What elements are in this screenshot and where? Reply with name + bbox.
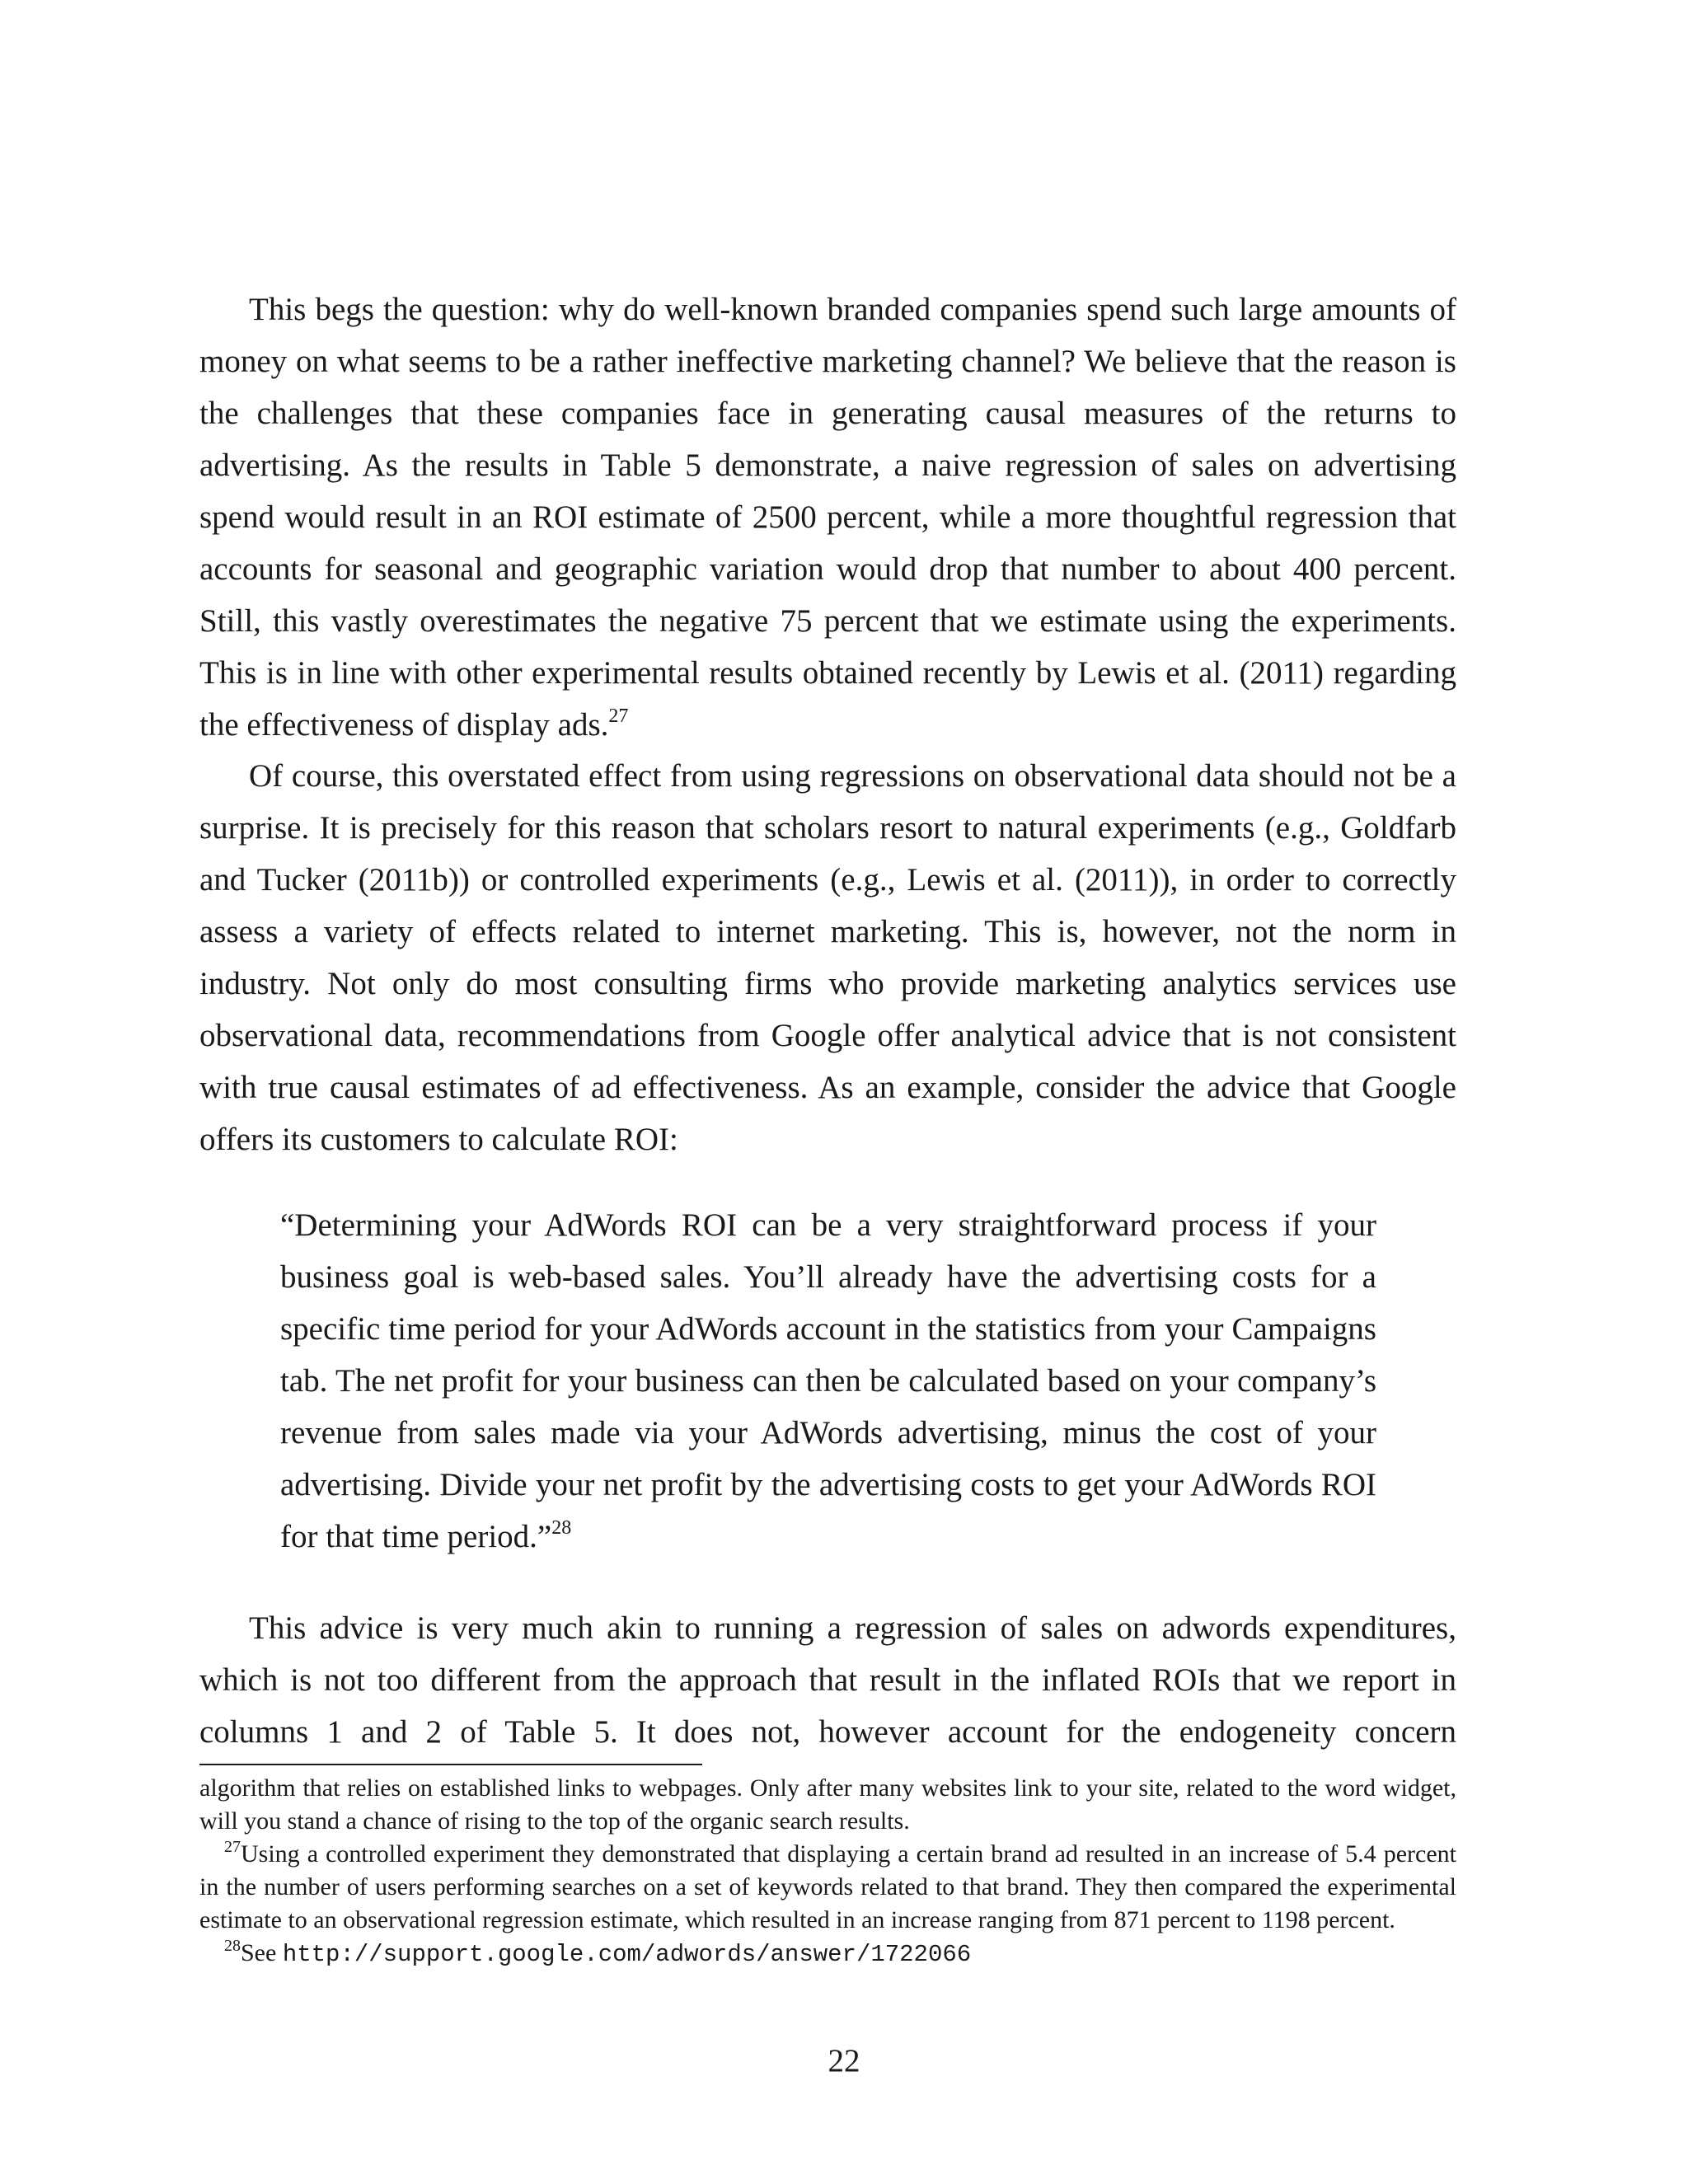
block-quote xyxy=(280,1199,1376,1563)
footnote-27-mark: 27 xyxy=(224,1838,241,1856)
paragraph-2-text: Of course, this overstated effect from using regressions on observational data should not be a surprise. It is precisely for this reason that scholars resort to natural experiments (e.g., Goldfarb and Tucker (2011b)) or controlled experiments (e.g., Lewis et al. (2011)), in order to correctly assess a variety of effects related to internet marketing. This is, however, not the norm in industry. Not only do most consulting firms who provide marketing analytics services use observational data, recommendations from Google offer analytical advice that is not consistent with true causal estimates of ad effectiveness. As an example, consider the advice that Google offers its customers to calculate ROI: xyxy=(199,758,1456,1157)
body-paragraph-1 xyxy=(199,284,1456,751)
footnote-27 xyxy=(199,1838,1456,1937)
footnote-28-mark: 28 xyxy=(224,1937,241,1955)
footnote-ref-28[interactable]: 28 xyxy=(551,1517,572,1539)
body-paragraph-2 xyxy=(199,750,1456,1165)
footnote-28-prefix: See xyxy=(241,1939,283,1966)
footnote-divider xyxy=(199,1764,702,1765)
quote-text: “Determining your AdWords ROI can be a very straightforward process if your business goal is web-based sales. You’ll already have the advertising costs for a specific time period for your AdWords account in the statistics from your Campaigns tab. The net profit for your business can then be calculated based on your company’s revenue from sales made via your AdWords advertising, minus the cost of your advertising. Divide your net profit by the advertising costs to get your AdWords ROI for that time period.” xyxy=(280,1207,1376,1554)
page-number: 22 xyxy=(828,2043,860,2079)
footnote-ref-27[interactable]: 27 xyxy=(608,705,629,727)
footnote-27-text: Using a controlled experiment they demonstrated that displaying a certain brand ad resulted in an increase of 5.4 percent in the number of users performing searches on a set of keywords related to that brand. They then compared the experimental estimate to an observational regression estimate, which resulted in an increase ranging from 871 percent to 1198 percent. xyxy=(199,1840,1456,1933)
footnote-continued: algorithm that relies on established links to webpages. Only after many websites link to your site, related to the word widget, will you stand a chance of rising to the top of the organic search results. xyxy=(199,1774,1456,1835)
paragraph-3-text: This advice is very much akin to running a regression of sales on adwords expenditures, which is not too different from the approach that result in the inflated ROIs that we report in columns 1 and 2 of Table 5. It does not, however account for the endogeneity concern xyxy=(199,1610,1456,1750)
footnotes xyxy=(199,1772,1456,1971)
footnote-28-link[interactable]: http://support.google.com/adwords/answer/1722066 xyxy=(282,1941,972,1968)
footnote-28 xyxy=(199,1937,1456,1971)
body-paragraph-3 xyxy=(199,1602,1456,1758)
paragraph-1-text: This begs the question: why do well-known branded companies spend such large amounts of money on what seems to be a rather ineffective marketing channel? We believe that the reason is the challenges that these companies face in generating causal measures of the returns to advertising. As the results in Table 5 demonstrate, a naive regression of sales on advertising spend would result in an ROI estimate of 2500 percent, while a more thoughtful regression that accounts for seasonal and geographic variation would drop that number to about 400 percent. Still, this vastly overestimates the negative 75 percent that we estimate using the experiments. This is in line with other experimental results obtained recently by Lewis et al. (2011) regarding the effectiveness of display ads. xyxy=(199,292,1456,743)
